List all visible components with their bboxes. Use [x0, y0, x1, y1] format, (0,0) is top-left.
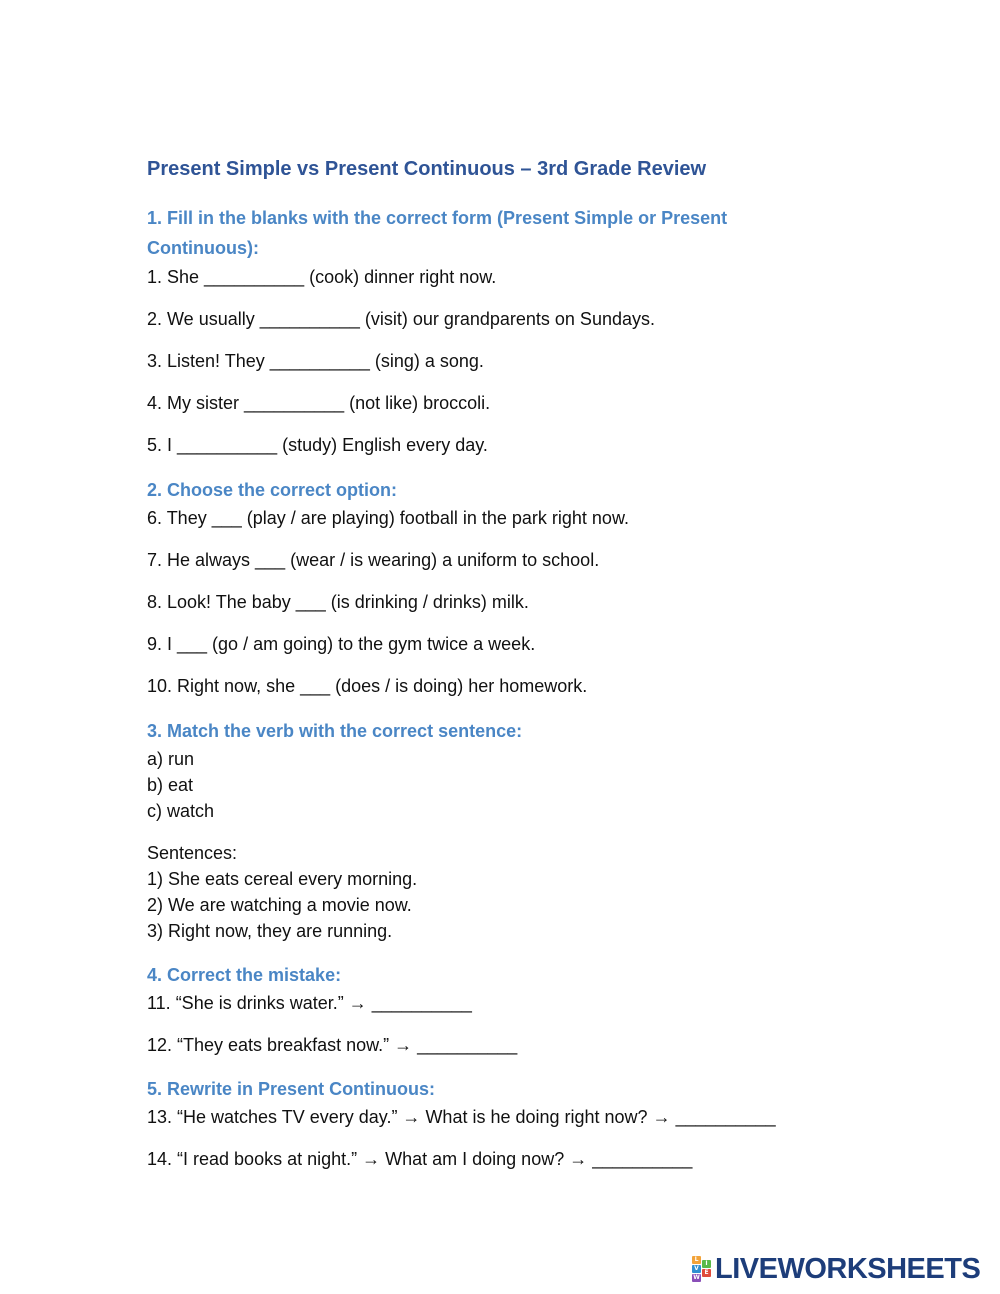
exercise-item-13: 13. “He watches TV every day.” → What is he doing right now? → __________ [147, 1107, 776, 1127]
sentence-item-3: 3) Right now, they are running. [147, 921, 393, 941]
exercise-item-9: 9. I ___ (go / am going) to the gym twice a week. [147, 634, 536, 654]
verb-item-b: b) eat [147, 775, 194, 795]
exercise-item-6: 6. They ___ (play / are playing) football in the park right now. [147, 508, 629, 528]
section-4-heading: 4. Correct the mistake: [147, 965, 342, 985]
verb-item-a: a) run [147, 749, 195, 769]
liveworksheets-logo [692, 1254, 980, 1284]
sentence-item-1: 1) She eats cereal every morning. [147, 869, 418, 889]
exercise-item-5: 5. I __________ (study) English every day. [147, 435, 488, 455]
exercise-item-2: 2. We usually __________ (visit) our grandparents on Sundays. [147, 309, 655, 329]
section-5-heading: 5. Rewrite in Present Continuous: [147, 1079, 436, 1099]
section-1-heading: 1. Fill in the blanks with the correct form (Present Simple or Present Continuous): [147, 208, 728, 258]
exercise-item-3: 3. Listen! They __________ (sing) a song. [147, 351, 484, 371]
exercise-item-11: 11. “She is drinks water.” → __________ [147, 993, 472, 1013]
logo-text: LIVEWORKSHEETS [715, 1253, 981, 1285]
exercise-item-4: 4. My sister __________ (not like) broccoli. [147, 393, 491, 413]
section-2-heading: 2. Choose the correct option: [147, 480, 398, 500]
exercise-item-7: 7. He always ___ (wear / is wearing) a uniform to school. [147, 550, 600, 570]
exercise-item-14: 14. “I read books at night.” → What am I doing now? → __________ [147, 1149, 693, 1169]
sentences-label: Sentences: [147, 843, 238, 863]
section-3-heading: 3. Match the verb with the correct sentence: [147, 721, 523, 741]
exercise-item-10: 10. Right now, she ___ (does / is doing) her homework. [147, 676, 588, 696]
page-title: Present Simple vs Present Continuous – 3rd Grade Review [147, 158, 707, 180]
exercise-item-8: 8. Look! The baby ___ (is drinking / drinks) milk. [147, 592, 529, 612]
exercise-item-1: 1. She __________ (cook) dinner right now. [147, 267, 497, 287]
sentence-item-2: 2) We are watching a movie now. [147, 895, 412, 915]
verb-item-c: c) watch [147, 801, 215, 821]
logo-blocks-icon: L I V E W [692, 1256, 712, 1282]
exercise-item-12: 12. “They eats breakfast now.” → __________ [147, 1035, 518, 1055]
